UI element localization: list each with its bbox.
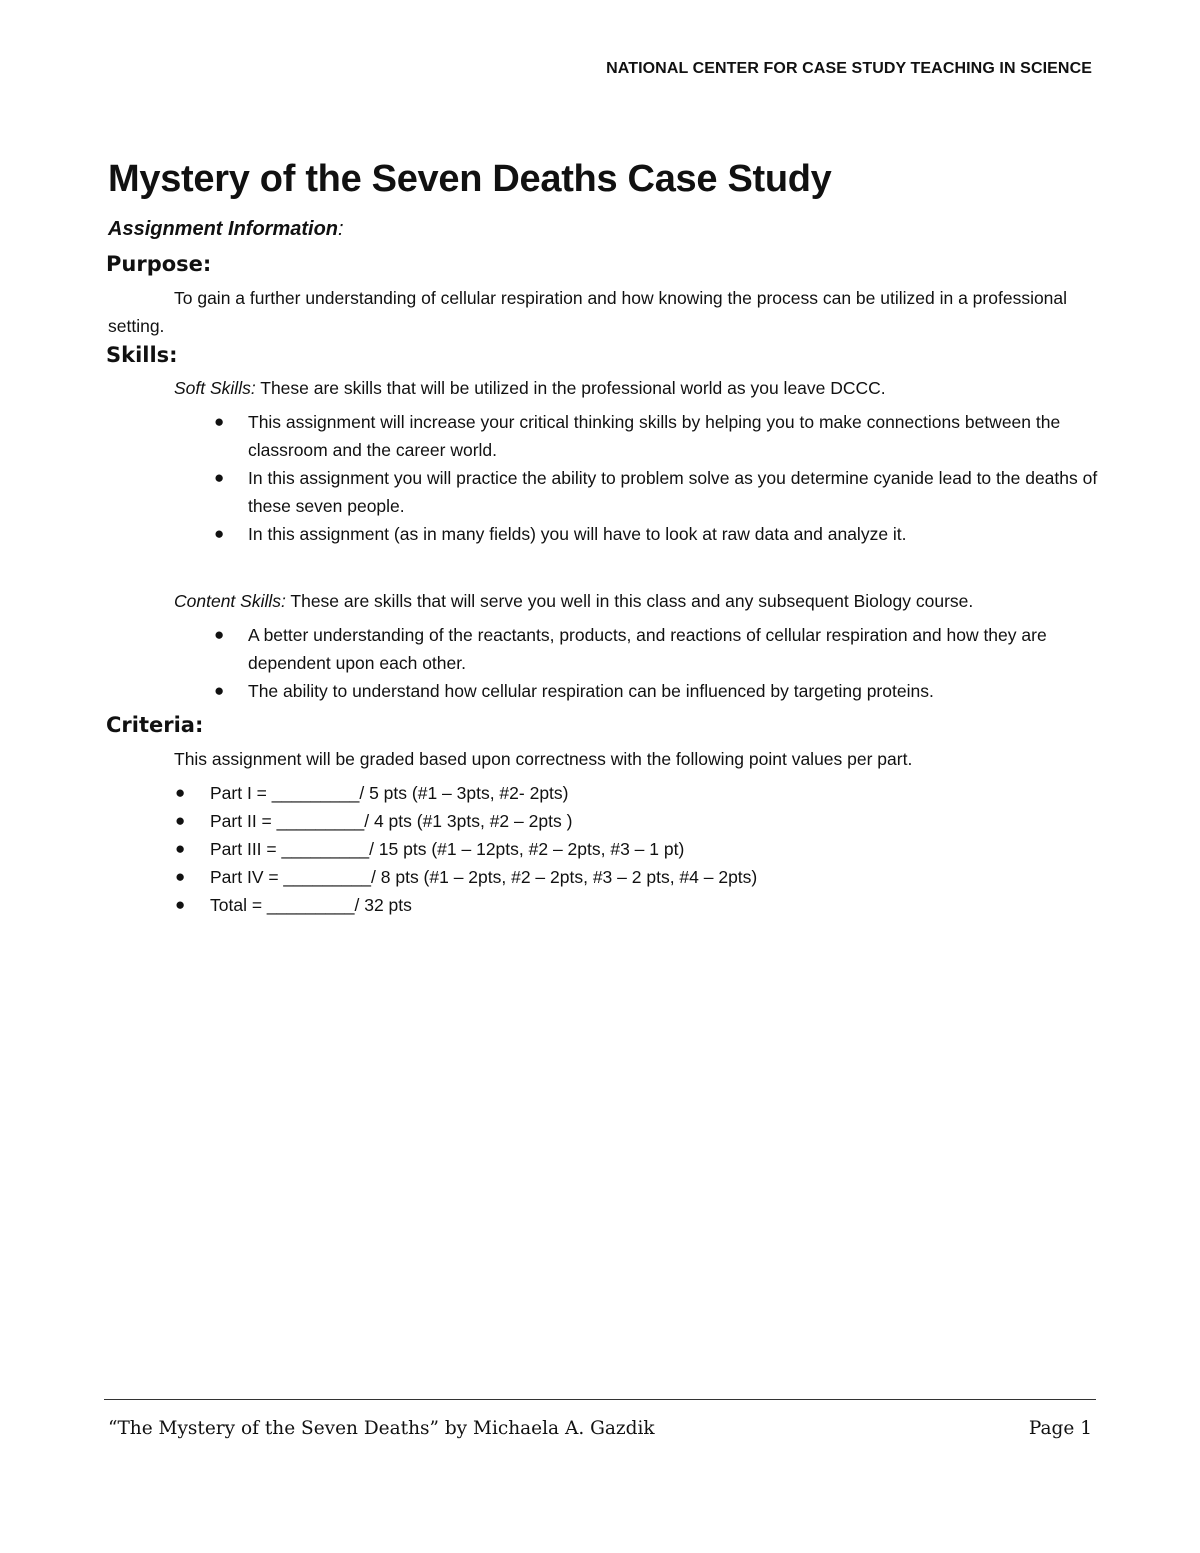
bullet-icon: ● [214,468,225,487]
bullet-icon: ● [175,867,186,886]
list-item [214,464,1098,520]
soft-skills-label: Soft Skills: [174,378,256,398]
criteria-list [175,779,1090,919]
bullet-icon: ● [175,783,186,802]
header-organization: NATIONAL CENTER FOR CASE STUDY TEACHING IN SCIENCE [606,60,1092,77]
list-item-text: The ability to understand how cellular respiration can be influenced by targeting proteins. [248,681,934,701]
bullet-icon: ● [214,625,225,644]
list-item [175,863,1090,891]
content-skills-text: These are skills that will serve you well in this class and any subsequent Biology course. [285,591,974,611]
content-skills-list [214,621,1098,705]
list-item [175,807,1090,835]
criteria-part-2: Part II = _________/ 4 pts (#1 3pts, #2 – 2pts ) [210,811,573,831]
criteria-heading: Criteria: [106,713,204,737]
list-item [214,677,1098,705]
soft-skills-list [214,408,1098,548]
footer-citation: “The Mystery of the Seven Deaths” by Michaela A. Gazdik [108,1418,655,1439]
skills-heading: Skills: [106,343,178,367]
list-item [175,835,1090,863]
footer-divider [104,1399,1096,1400]
purpose-heading: Purpose: [106,252,212,276]
content-skills-intro [174,587,973,615]
assignment-information-label [108,218,344,241]
list-item-text: A better understanding of the reactants, products, and reactions of cellular respiration and how they are dependent upon each other. [248,625,1047,673]
list-item-text: In this assignment you will practice the ability to problem solve as you determine cyanide lead to the deaths of these seven people. [248,468,1098,516]
bullet-icon: ● [175,839,186,858]
page-number: Page 1 [1028,1418,1092,1439]
list-item [214,520,1098,548]
list-item [175,891,1090,919]
criteria-part-4: Part IV = _________/ 8 pts (#1 – 2pts, #2 – 2pts, #3 – 2 pts, #4 – 2pts) [210,867,758,887]
page-title: Mystery of the Seven Deaths Case Study [108,158,832,200]
list-item-text: This assignment will increase your critical thinking skills by helping you to make connections between the classroom and the career world. [248,412,1061,460]
assignment-information-text: Assignment Information [108,218,339,240]
soft-skills-text: These are skills that will be utilized in the professional world as you leave DCCC. [255,378,886,398]
criteria-part-3: Part III = _________/ 15 pts (#1 – 12pts, #2 – 2pts, #3 – 1 pt) [210,839,685,859]
list-item [214,621,1098,677]
bullet-icon: ● [214,681,225,700]
criteria-total: Total = _________/ 32 pts [210,895,412,915]
bullet-icon: ● [214,524,225,543]
purpose-text: To gain a further understanding of cellular respiration and how knowing the process can be utilized in a professional setting. [108,288,1068,336]
bullet-icon: ● [175,811,186,830]
bullet-icon: ● [175,895,186,914]
content-skills-label: Content Skills: [174,591,286,611]
list-item [175,779,1090,807]
assignment-information-colon: : [338,218,344,240]
bullet-icon: ● [214,412,225,431]
list-item-text: In this assignment (as in many fields) you will have to look at raw data and analyze it. [248,524,907,544]
criteria-part-1: Part I = _________/ 5 pts (#1 – 3pts, #2- 2pts) [210,783,569,803]
soft-skills-intro [174,374,886,402]
list-item [214,408,1098,464]
criteria-intro: This assignment will be graded based upon correctness with the following point values per part. [174,749,913,769]
